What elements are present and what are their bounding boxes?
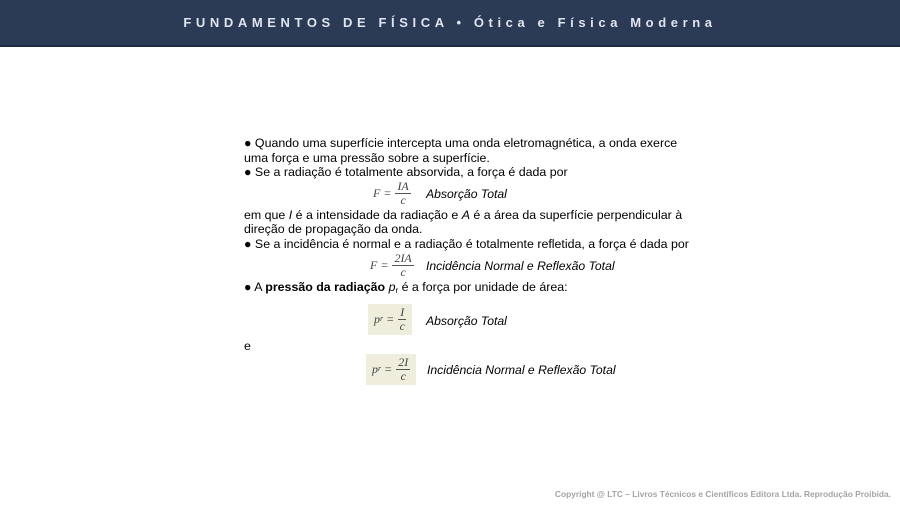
p5-sub-r: r [395,285,399,295]
equation-absorption-pressure-row [244,304,674,338]
equation-reflection-pressure [366,354,416,385]
p3-var-A: A [461,207,470,222]
slide-header [0,0,900,47]
eq4-label: Incidência Normal e Reflexão Total [427,362,616,377]
eq1-lhs: F = [373,185,392,200]
p5-text-b: é a força por unidade de área: [398,279,568,294]
eq4-lhs-sub: r [378,363,382,373]
copyright-footer: Copyright @ LTC – Livros Técnicos e Científicos Editora Ltda. Reprodução Proibida. [554,489,891,499]
equation-reflection-force-row [244,252,674,280]
paragraph-2: ● Se a radiação é totalmente absorvida, a força é dada por [244,165,568,180]
eq4-equals: = [384,361,393,376]
p5-bold-term: pressão da radiação [265,279,386,294]
eq3-lhs-sub: r [380,314,384,324]
paragraph-1-line-2: uma força e uma pressão sobre a superfície. [244,150,490,165]
eq1-numerator: IA [397,178,409,193]
slide-header-title: FUNDAMENTOS DE FÍSICA • Ótica e Física Moderna [183,15,717,30]
equation-reflection-force [370,252,414,279]
eq2-label: Incidência Normal e Reflexão Total [426,258,615,273]
eq4-lhs-var: p [372,361,378,376]
eq3-equals: = [386,312,395,327]
eq2-fraction [392,252,413,279]
eq3-lhs-var: p [374,312,380,327]
eq2-numerator: 2IA [394,250,412,265]
eq1-denominator: c [400,192,406,207]
paragraph-5 [244,280,674,299]
paragraph-3-line-2: direção de propagação da onda. [244,222,423,237]
p3-text-b: é a intensidade da radiação e [292,207,462,222]
eq4-denominator: c [400,368,406,383]
p3-var-I: I [288,207,293,222]
p3-text-a: em que [244,207,289,222]
eq1-fraction [395,180,410,207]
p3-text-c: é a área da superfície perpendicular à [469,207,683,222]
eq3-fraction [398,306,406,333]
eq3-numerator: I [400,305,405,320]
eq1-label: Absorção Total [426,186,507,201]
eq4-numerator: 2I [398,354,409,369]
p5-text-a: ● A [244,279,266,294]
eq3-denominator: c [399,319,405,334]
p5-var-p: p [388,279,396,294]
eq2-lhs: F = [370,257,389,272]
conjunction-e: e [244,339,251,354]
paragraph-4: ● Se a incidência é normal e a radiação é totalmente refletida, a força é dada por [244,236,689,251]
slide-body [244,136,689,388]
equation-reflection-pressure-row [244,354,674,388]
eq4-fraction [396,356,410,383]
eq3-label: Absorção Total [426,314,507,329]
eq2-denominator: c [400,264,406,279]
equation-absorption-pressure [368,304,412,335]
paragraph-1-line-1: ● Quando uma superfície intercepta uma onda eletromagnética, a onda exerce [244,136,678,150]
equation-absorption-force [373,180,411,207]
equation-absorption-force-row [244,180,674,208]
paragraph-3-line-1 [244,207,683,223]
